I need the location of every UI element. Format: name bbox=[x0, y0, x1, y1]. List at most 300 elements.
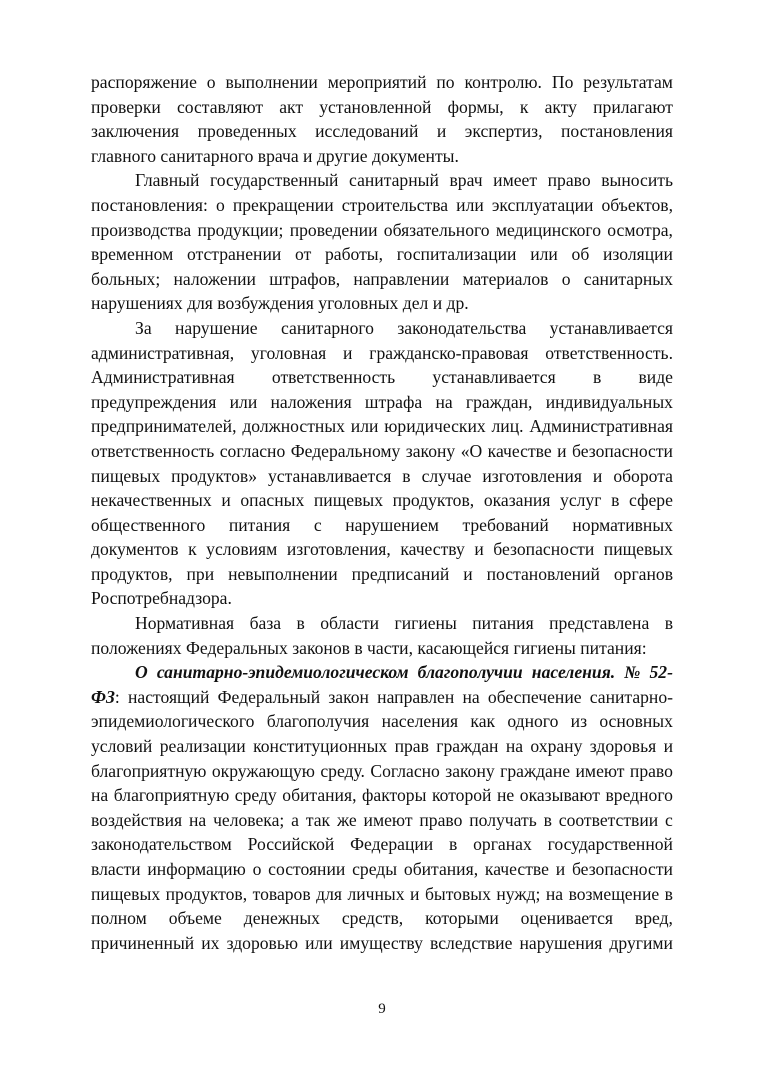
word: органов bbox=[613, 563, 673, 584]
word: уголовных bbox=[318, 293, 399, 314]
text-line bbox=[91, 365, 673, 390]
law-title-emphasis: № bbox=[624, 662, 641, 683]
word: о bbox=[215, 194, 225, 215]
word bbox=[135, 660, 148, 685]
word: в bbox=[664, 883, 673, 904]
word: для bbox=[187, 293, 213, 314]
word: закон bbox=[328, 686, 369, 707]
word: среду bbox=[234, 785, 277, 806]
word: имеют bbox=[575, 760, 625, 781]
word: возмещение bbox=[568, 883, 660, 904]
word: граждан, bbox=[465, 391, 533, 412]
word: товаров bbox=[252, 883, 311, 904]
word: законодательством bbox=[91, 834, 232, 855]
paragraph bbox=[91, 316, 673, 611]
text-line bbox=[91, 562, 673, 587]
word: их bbox=[201, 932, 220, 953]
word: благоприятную bbox=[113, 785, 230, 806]
word: санитарно- bbox=[589, 686, 673, 707]
text-line bbox=[91, 119, 673, 144]
word: постановления bbox=[560, 121, 673, 142]
text-line bbox=[91, 906, 673, 931]
word: закону bbox=[405, 440, 456, 461]
word: ответственность. bbox=[545, 342, 673, 363]
word: средств, bbox=[341, 908, 404, 929]
text-line bbox=[91, 464, 673, 489]
word: осмотра, bbox=[607, 219, 673, 240]
word: некачественных bbox=[91, 490, 212, 511]
word: среду. bbox=[320, 760, 365, 781]
word: которой bbox=[431, 785, 492, 806]
word: составляют bbox=[176, 96, 264, 117]
word: положениях bbox=[91, 637, 182, 658]
text-line bbox=[91, 70, 673, 95]
word: и bbox=[463, 563, 473, 584]
word: возбуждения bbox=[217, 293, 314, 314]
word: ответственность bbox=[271, 367, 396, 388]
word: юридических bbox=[384, 416, 486, 437]
word: ФЗ: bbox=[91, 685, 120, 710]
word: безопасности bbox=[493, 539, 595, 560]
word: и bbox=[343, 342, 353, 363]
word: опасных bbox=[240, 490, 305, 511]
word: выносить bbox=[601, 170, 673, 191]
word: врача bbox=[257, 145, 299, 166]
paragraph bbox=[91, 660, 673, 955]
word: настоящий bbox=[128, 686, 210, 707]
word: граждане bbox=[500, 760, 571, 781]
text-line bbox=[91, 414, 673, 439]
law-title-emphasis: населения. bbox=[531, 662, 616, 683]
word: нормативных bbox=[572, 514, 673, 535]
word: или bbox=[456, 194, 484, 215]
word: в bbox=[543, 809, 552, 830]
text-line bbox=[91, 341, 673, 366]
word: нужд; bbox=[496, 883, 541, 904]
text-line bbox=[91, 882, 673, 907]
word: в bbox=[296, 613, 305, 634]
word: или bbox=[305, 932, 333, 953]
word: наложении bbox=[173, 268, 256, 289]
text-line bbox=[91, 808, 673, 833]
word bbox=[532, 660, 615, 685]
word: Федерации bbox=[350, 834, 434, 855]
word: госпитализации bbox=[396, 244, 517, 265]
word: в bbox=[354, 637, 363, 658]
word: устанавливается bbox=[432, 367, 556, 388]
word: Административная bbox=[91, 367, 235, 388]
paragraph bbox=[91, 168, 673, 316]
law-title-emphasis: санитарно-эпидемиологическом bbox=[156, 662, 409, 683]
word: на bbox=[462, 686, 480, 707]
word: или bbox=[229, 391, 258, 412]
word: гигиены bbox=[513, 637, 576, 658]
word: пищевых bbox=[313, 490, 384, 511]
word: эксплуатации bbox=[491, 194, 594, 215]
word: здоровью bbox=[226, 932, 299, 953]
word: экспертиз, bbox=[464, 121, 543, 142]
word: условий bbox=[91, 736, 153, 757]
word: имеет bbox=[493, 170, 538, 191]
word: имеют bbox=[363, 809, 413, 830]
word: главного bbox=[91, 145, 157, 166]
word: факторы bbox=[362, 785, 427, 806]
text-line bbox=[91, 685, 673, 710]
word: обитания, bbox=[403, 859, 479, 879]
text-line bbox=[91, 488, 673, 513]
text-line bbox=[91, 144, 673, 169]
word: власти bbox=[91, 859, 141, 879]
word: согласно bbox=[219, 440, 286, 461]
word: и bbox=[592, 465, 603, 486]
word: конституционных bbox=[253, 736, 388, 757]
law-title-emphasis: благополучии bbox=[417, 662, 523, 683]
word: должностных bbox=[242, 416, 345, 437]
word: больных; bbox=[91, 268, 161, 289]
word: исследований bbox=[315, 121, 419, 142]
word: оказывают bbox=[519, 785, 600, 806]
word bbox=[624, 660, 640, 685]
word: пищевых bbox=[91, 883, 161, 904]
word: вред, bbox=[634, 908, 673, 929]
word: предписаний bbox=[351, 563, 450, 584]
word: или bbox=[350, 416, 379, 437]
word: продуктов» bbox=[171, 465, 258, 486]
word: и bbox=[474, 539, 484, 560]
word: обеспечение bbox=[487, 686, 582, 707]
word: штрафа bbox=[364, 391, 423, 412]
word: из bbox=[570, 711, 588, 732]
word: безопасности bbox=[571, 859, 673, 879]
word: выполнении bbox=[225, 72, 318, 92]
word: предпринимателей, bbox=[91, 416, 237, 437]
word: устанавливается bbox=[549, 317, 673, 338]
word: Роспотребнадзора. bbox=[91, 588, 232, 609]
law-title-emphasis: О bbox=[135, 662, 148, 683]
word: и bbox=[557, 440, 567, 461]
word: пищевых bbox=[91, 465, 161, 486]
text-line bbox=[91, 95, 673, 120]
word: требований bbox=[462, 514, 549, 535]
page-number: 9 bbox=[378, 1001, 386, 1017]
word: продуктов, bbox=[165, 883, 248, 904]
text-line bbox=[91, 267, 673, 292]
word: и bbox=[436, 121, 447, 142]
text-line bbox=[91, 439, 673, 464]
word: проверки bbox=[91, 96, 161, 117]
word: оценивается bbox=[520, 908, 614, 929]
word: изготовления, bbox=[286, 539, 391, 560]
word: граждан bbox=[436, 736, 499, 757]
word: обитания, bbox=[282, 785, 357, 806]
word: изоляции bbox=[603, 244, 673, 265]
word: акт bbox=[279, 96, 304, 117]
word: условиям bbox=[206, 539, 278, 560]
word: реализации bbox=[159, 736, 246, 757]
word: нарушение bbox=[175, 317, 258, 338]
word: качестве bbox=[487, 440, 552, 461]
word: случае bbox=[421, 465, 472, 486]
word: отстранении bbox=[187, 244, 282, 265]
word: Административная bbox=[529, 416, 673, 437]
word: или bbox=[530, 244, 558, 265]
word: лиц. bbox=[491, 416, 524, 437]
word: к bbox=[519, 96, 529, 117]
word: продукции; bbox=[197, 219, 284, 240]
word: представлена bbox=[549, 613, 650, 634]
word: заключения bbox=[91, 121, 180, 142]
word: на bbox=[505, 736, 524, 757]
word: дел bbox=[402, 293, 429, 314]
word: «О bbox=[460, 440, 483, 461]
word: нарушением bbox=[345, 514, 439, 535]
word: среды bbox=[352, 859, 398, 879]
word: и bbox=[303, 145, 313, 166]
word: формы, bbox=[447, 96, 504, 117]
word: Федеральных bbox=[185, 637, 288, 658]
text-line bbox=[91, 783, 673, 808]
word: другими bbox=[609, 932, 673, 953]
word: Главный bbox=[135, 170, 200, 191]
word: касающейся bbox=[417, 637, 510, 658]
word: наложения bbox=[270, 391, 352, 412]
word: санитарный bbox=[349, 170, 439, 191]
word: населения bbox=[381, 711, 459, 732]
word: с bbox=[313, 514, 322, 535]
word: о bbox=[206, 72, 216, 92]
word: государственной bbox=[547, 834, 673, 855]
word: проведенных bbox=[197, 121, 297, 142]
word: государственный bbox=[210, 170, 339, 191]
word: оборота bbox=[613, 465, 673, 486]
word: человека; bbox=[213, 809, 285, 830]
text-line bbox=[91, 218, 673, 243]
word: в bbox=[592, 367, 602, 388]
word: объеме bbox=[168, 908, 222, 929]
law-title-emphasis: ФЗ bbox=[91, 686, 115, 707]
word: виде bbox=[638, 367, 673, 388]
word: окружающую bbox=[211, 760, 315, 781]
word: прекращении bbox=[232, 194, 334, 215]
word: изготовления bbox=[482, 465, 582, 486]
word: не bbox=[497, 785, 515, 806]
word: производства bbox=[91, 219, 192, 240]
word: с bbox=[665, 809, 673, 830]
word: питания: bbox=[580, 637, 647, 658]
word: об bbox=[571, 244, 590, 265]
word: на bbox=[435, 391, 453, 412]
text-line bbox=[91, 586, 673, 611]
word: качеству bbox=[400, 539, 465, 560]
word: и bbox=[555, 859, 566, 879]
text-line bbox=[91, 316, 673, 341]
word: и bbox=[221, 490, 231, 511]
word: денежных bbox=[243, 908, 320, 929]
paragraph bbox=[91, 70, 673, 168]
text-line bbox=[91, 660, 673, 685]
word: информацию bbox=[147, 859, 246, 879]
word: на bbox=[91, 785, 109, 806]
word: другие bbox=[316, 145, 368, 166]
text-line bbox=[91, 709, 673, 734]
word: и bbox=[410, 883, 420, 904]
word: благоприятную bbox=[91, 760, 207, 781]
word: же bbox=[336, 809, 357, 830]
word: санитарного bbox=[160, 145, 254, 166]
word: право bbox=[547, 170, 591, 191]
word: органах bbox=[473, 834, 532, 855]
word: от bbox=[295, 244, 312, 265]
word: для bbox=[316, 883, 342, 904]
word: и bbox=[663, 736, 673, 757]
word: так bbox=[305, 809, 331, 830]
word: пищевых bbox=[603, 539, 673, 560]
word: база bbox=[249, 613, 282, 634]
word: объектов, bbox=[601, 194, 673, 215]
text-line bbox=[91, 832, 673, 857]
word: материалов bbox=[462, 268, 549, 289]
word: постановления: bbox=[91, 194, 208, 215]
word: проведении bbox=[289, 219, 378, 240]
word: в bbox=[664, 613, 673, 634]
word: санитарных bbox=[583, 268, 673, 289]
word: одного bbox=[507, 711, 559, 732]
word: полном bbox=[91, 908, 147, 929]
word: личных bbox=[347, 883, 405, 904]
word: при bbox=[186, 563, 215, 584]
word: как bbox=[470, 711, 496, 732]
word: соответствии bbox=[558, 809, 659, 830]
word: контролю. bbox=[464, 72, 542, 92]
word: По bbox=[551, 72, 574, 92]
document-body bbox=[91, 70, 673, 955]
text-line bbox=[91, 291, 673, 316]
word: За bbox=[135, 317, 152, 338]
word: о bbox=[252, 859, 262, 879]
text-line bbox=[91, 193, 673, 218]
word: Федеральный bbox=[217, 686, 321, 707]
word: области bbox=[320, 613, 380, 634]
word: ответственность bbox=[91, 440, 215, 461]
word: общественного bbox=[91, 514, 206, 535]
word: получать bbox=[469, 809, 537, 830]
word: др. bbox=[446, 293, 469, 314]
word: работы, bbox=[324, 244, 384, 265]
word: воздействия bbox=[91, 809, 183, 830]
text-line bbox=[91, 759, 673, 784]
word: направлении bbox=[353, 268, 450, 289]
word: в bbox=[402, 465, 411, 486]
paragraph bbox=[91, 611, 673, 660]
word: Согласно bbox=[370, 760, 440, 781]
word: о bbox=[561, 268, 571, 289]
word: а bbox=[291, 809, 299, 830]
word: Российской bbox=[247, 834, 335, 855]
word: качестве bbox=[484, 859, 549, 879]
word: безопасности bbox=[571, 440, 673, 461]
word: документы. bbox=[372, 145, 459, 166]
text-line bbox=[91, 390, 673, 415]
word: установленной bbox=[319, 96, 432, 117]
word: штрафов, bbox=[269, 268, 341, 289]
word: мероприятий bbox=[327, 72, 427, 92]
text-line bbox=[91, 611, 673, 636]
law-title-emphasis: 52- bbox=[649, 662, 673, 683]
word: право bbox=[629, 760, 673, 781]
word: сфере bbox=[629, 490, 673, 511]
word: основных bbox=[599, 711, 673, 732]
word: бытовых bbox=[424, 883, 491, 904]
word bbox=[418, 660, 523, 685]
word: постановлений bbox=[486, 563, 600, 584]
word: право bbox=[419, 809, 463, 830]
word: продуктов, bbox=[392, 490, 475, 511]
word: питания bbox=[472, 613, 534, 634]
word: невыполнении bbox=[228, 563, 338, 584]
word: санитарного bbox=[281, 317, 374, 338]
word: благополучия bbox=[266, 711, 370, 732]
word: причиненный bbox=[91, 932, 195, 953]
word: медицинского bbox=[495, 219, 602, 240]
word: распоряжение bbox=[91, 72, 197, 92]
word: охрану bbox=[530, 736, 583, 757]
word: нарушения bbox=[519, 932, 603, 953]
word: результатам bbox=[583, 72, 673, 92]
word: на bbox=[188, 809, 207, 830]
word bbox=[650, 660, 673, 685]
text-line bbox=[91, 242, 673, 267]
word: закону bbox=[445, 760, 495, 781]
word: услуг bbox=[560, 490, 602, 511]
text-line bbox=[91, 636, 673, 661]
word: здоровья bbox=[589, 736, 657, 757]
word: устанавливается bbox=[268, 465, 392, 486]
word: строительства bbox=[341, 194, 449, 215]
text-line bbox=[91, 734, 673, 759]
text-line bbox=[91, 857, 673, 882]
word: к bbox=[188, 539, 197, 560]
word: имуществу bbox=[339, 932, 423, 953]
word: уголовная bbox=[250, 342, 327, 363]
word: акту bbox=[544, 96, 577, 117]
word: Федеральному bbox=[290, 440, 401, 461]
word: законодательства bbox=[397, 317, 527, 338]
word: Нормативная bbox=[135, 613, 235, 634]
word: гигиены bbox=[394, 613, 457, 634]
word: которыми bbox=[425, 908, 499, 929]
word: прилагают bbox=[593, 96, 673, 117]
word: продуктов, bbox=[91, 563, 173, 584]
word: врач bbox=[449, 170, 483, 191]
text-line bbox=[91, 513, 673, 538]
word: административная, bbox=[91, 342, 235, 363]
word: предупреждения bbox=[91, 391, 217, 412]
word: в bbox=[611, 490, 620, 511]
word: вредного bbox=[605, 785, 673, 806]
word: документов bbox=[91, 539, 179, 560]
word: обязательного bbox=[383, 219, 490, 240]
word: и bbox=[432, 293, 443, 314]
text-line bbox=[91, 537, 673, 562]
word: части, bbox=[367, 637, 414, 658]
word: прав bbox=[394, 736, 429, 757]
word: нарушениях bbox=[91, 293, 183, 314]
word: вследствие bbox=[430, 932, 513, 953]
word: состоянии bbox=[268, 859, 346, 879]
text-line bbox=[91, 168, 673, 193]
word: на bbox=[545, 883, 564, 904]
word: временном bbox=[91, 244, 174, 265]
